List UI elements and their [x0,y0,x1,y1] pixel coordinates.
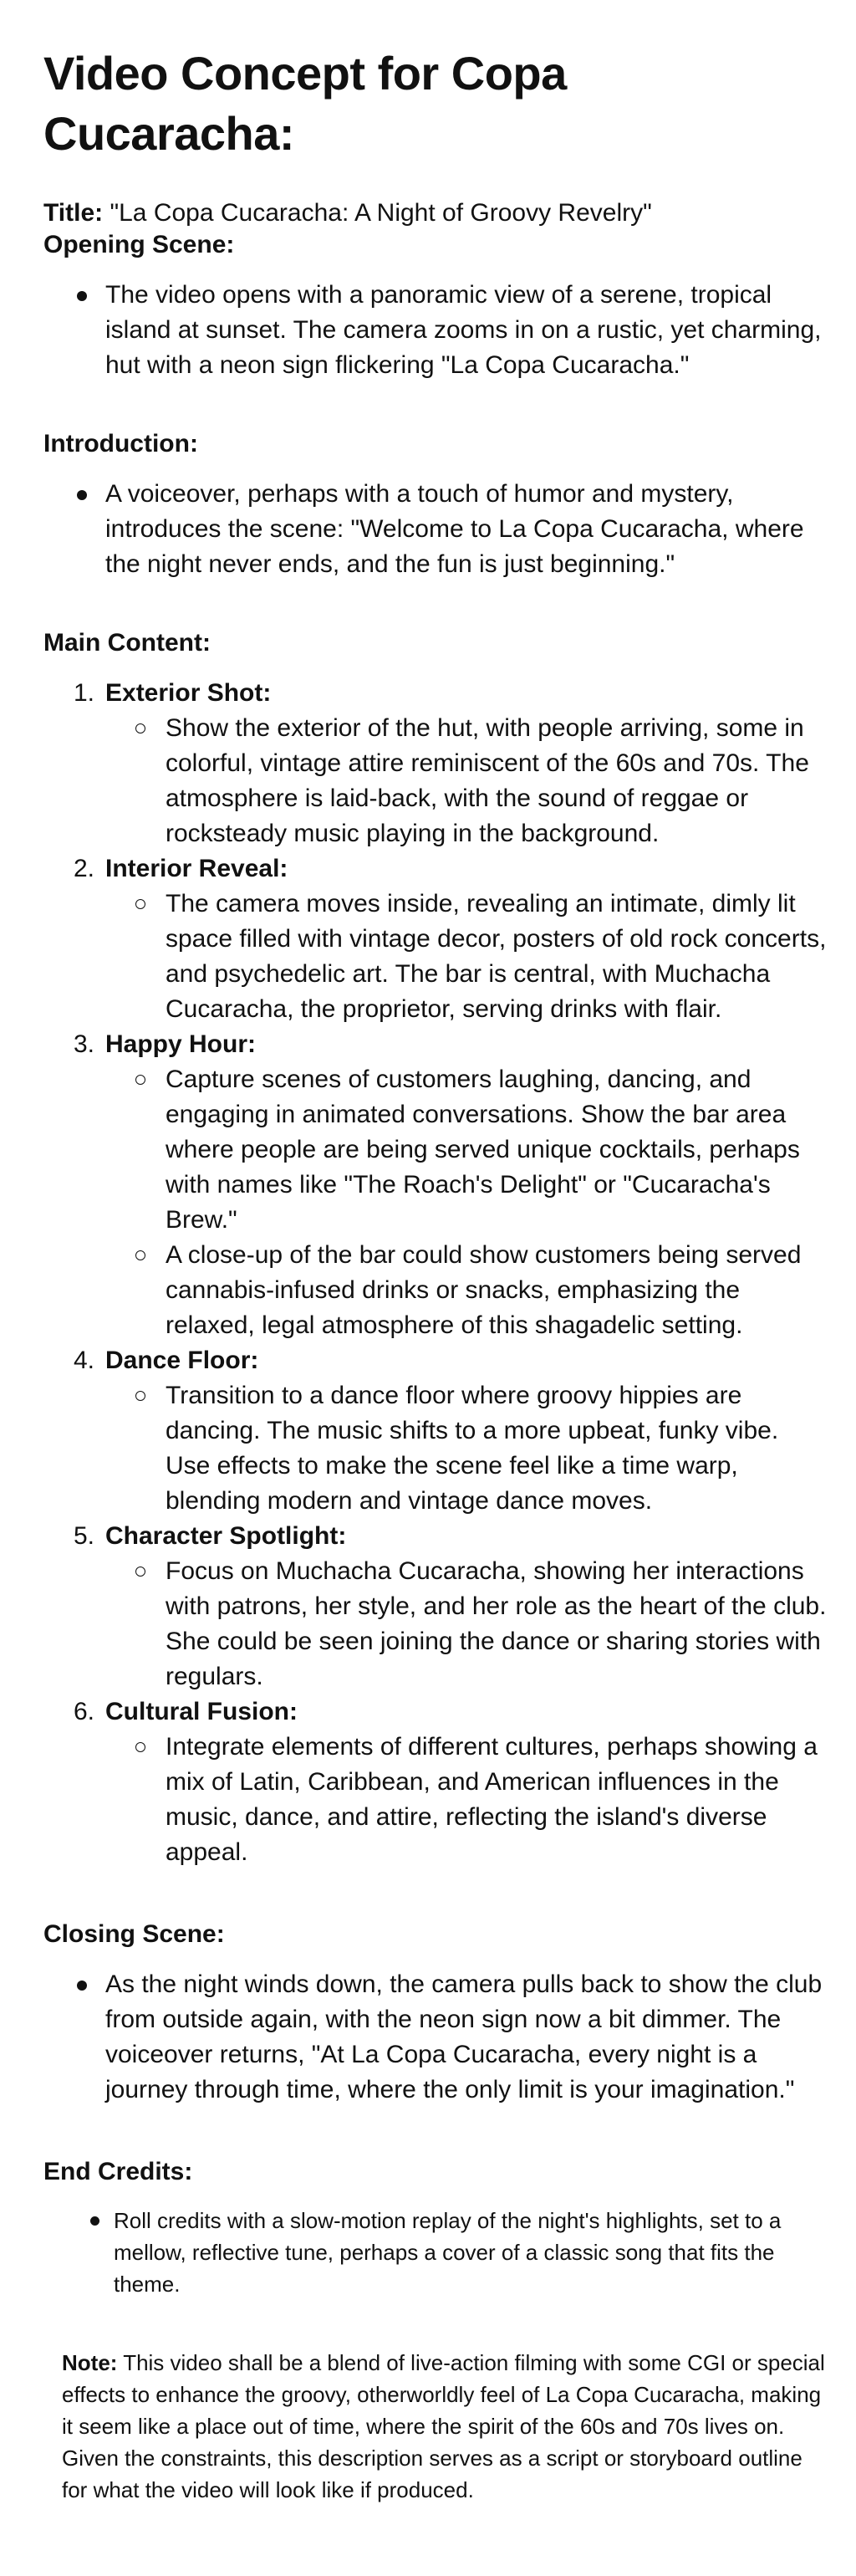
note-paragraph [62,2347,828,2506]
sub-list [105,711,828,851]
sub-list [105,887,828,1027]
step-number: 2. [74,855,95,882]
introduction-list [43,477,828,582]
list-item: A voiceover, perhaps with a touch of humor and mystery, introduces the scene: "Welcome to La Copa Cucaracha, where the night never ends, and the fun is just beginning." [43,477,828,582]
opening-scene-heading: Opening Scene: [43,231,235,258]
sub-item: Focus on Muchacha Cucaracha, showing her interactions with patrons, her style, and her role as the heart of the club. She could be seen joining the dance or sharing stories with regulars. [105,1554,828,1694]
step-title: Cultural Fusion: [105,1698,298,1725]
step-item [43,1343,828,1519]
step-title: Happy Hour: [105,1030,256,1058]
bullet-dot-icon [90,2216,99,2226]
step-item [43,851,828,1027]
closing-scene-list [43,1967,828,2108]
sub-item: Transition to a dance floor where groovy hippies are dancing. The music shifts to a more upbeat, funky vibe. Use effects to make the scene feel like a time warp, blending modern and vintage dance moves. [105,1378,828,1519]
note-label: Note: [62,2350,118,2375]
list-item: Roll credits with a slow-motion replay of the night's highlights, set to a mellow, reflective tune, perhaps a cover of a classic song that fits the theme. [43,2205,828,2300]
step-title: Character Spotlight: [105,1522,347,1550]
sub-item: The camera moves inside, revealing an intimate, dimly lit space filled with vintage decor, posters of old rock concerts, and psychedelic art. The bar is central, with Muchacha Cucaracha, the proprietor, serving drinks with flair. [105,887,828,1027]
step-number: 1. [74,679,95,707]
sub-item: Show the exterior of the hut, with people arriving, some in colorful, vintage attire reminiscent of the 60s and 70s. The atmosphere is laid-back, with the sound of reggae or rocksteady music playing in the background. [105,711,828,851]
step-number: 6. [74,1698,95,1725]
step-item [43,1519,828,1694]
hollow-bullet-icon [135,1742,145,1752]
step-number: 3. [74,1030,95,1058]
step-title: Exterior Shot: [105,679,272,707]
hollow-bullet-icon [135,899,145,909]
end-credits-heading: End Credits: [43,2158,193,2185]
hollow-bullet-icon [135,1391,145,1401]
step-item [43,676,828,851]
hollow-bullet-icon [135,1250,145,1260]
page-title: Video Concept for Copa Cucaracha: [43,47,567,160]
step-number: 4. [74,1347,95,1374]
title-label: Title: [43,199,104,227]
introduction-heading: Introduction: [43,430,198,457]
sub-item: A close-up of the bar could show customers being served cannabis-infused drinks or snacks, emphasizing the relaxed, legal atmosphere of this shagadelic setting. [105,1238,828,1343]
step-title: Interior Reveal: [105,855,288,882]
title-line [43,197,828,229]
opening-scene-list [43,278,828,383]
bullet-dot-icon [77,1981,87,1991]
hollow-bullet-icon [135,1075,145,1085]
closing-scene-heading: Closing Scene: [43,1920,225,1948]
sub-list [105,1554,828,1694]
title-value: "La Copa Cucaracha: A Night of Groovy Revelry" [110,199,652,227]
list-item: As the night winds down, the camera pulls back to show the club from outside again, with the neon sign now a bit dimmer. The voiceover returns, "At La Copa Cucaracha, every night is a journey through time, where the only limit is your imagination." [43,1967,828,2108]
bullet-dot-icon [77,291,87,301]
sub-list [105,1378,828,1519]
end-credits-list [43,2205,828,2300]
step-item [43,1027,828,1343]
sub-item: Capture scenes of customers laughing, dancing, and engaging in animated conversations. Show the bar area where people are being served unique cocktails, perhaps with names like "The Roach's Delight" or "Cucaracha's Brew." [105,1062,828,1238]
sub-list [105,1062,828,1343]
bullet-dot-icon [77,490,87,500]
step-title: Dance Floor: [105,1347,259,1374]
sub-item: Integrate elements of different cultures, perhaps showing a mix of Latin, Caribbean, and American influences in the music, dance, and attire, reflecting the island's diverse appeal. [105,1730,828,1870]
sub-list [105,1730,828,1870]
main-content-list [43,676,828,1870]
step-item [43,1694,828,1870]
step-number: 5. [74,1522,95,1550]
hollow-bullet-icon [135,723,145,733]
note-text: This video shall be a blend of live-action filming with some CGI or special effects to enhance the groovy, otherworldly feel of La Copa Cucaracha, making it seem like a place out of time, where the spirit of the 60s and 70s lives on. Given the constraints, this description serves as a script or storyboard outline for what the video will look like if produced. [62,2350,825,2502]
main-content-heading: Main Content: [43,629,211,657]
hollow-bullet-icon [135,1567,145,1577]
list-item: The video opens with a panoramic view of a serene, tropical island at sunset. The camera zooms in on a rustic, yet charming, hut with a neon sign flickering "La Copa Cucaracha." [43,278,828,383]
